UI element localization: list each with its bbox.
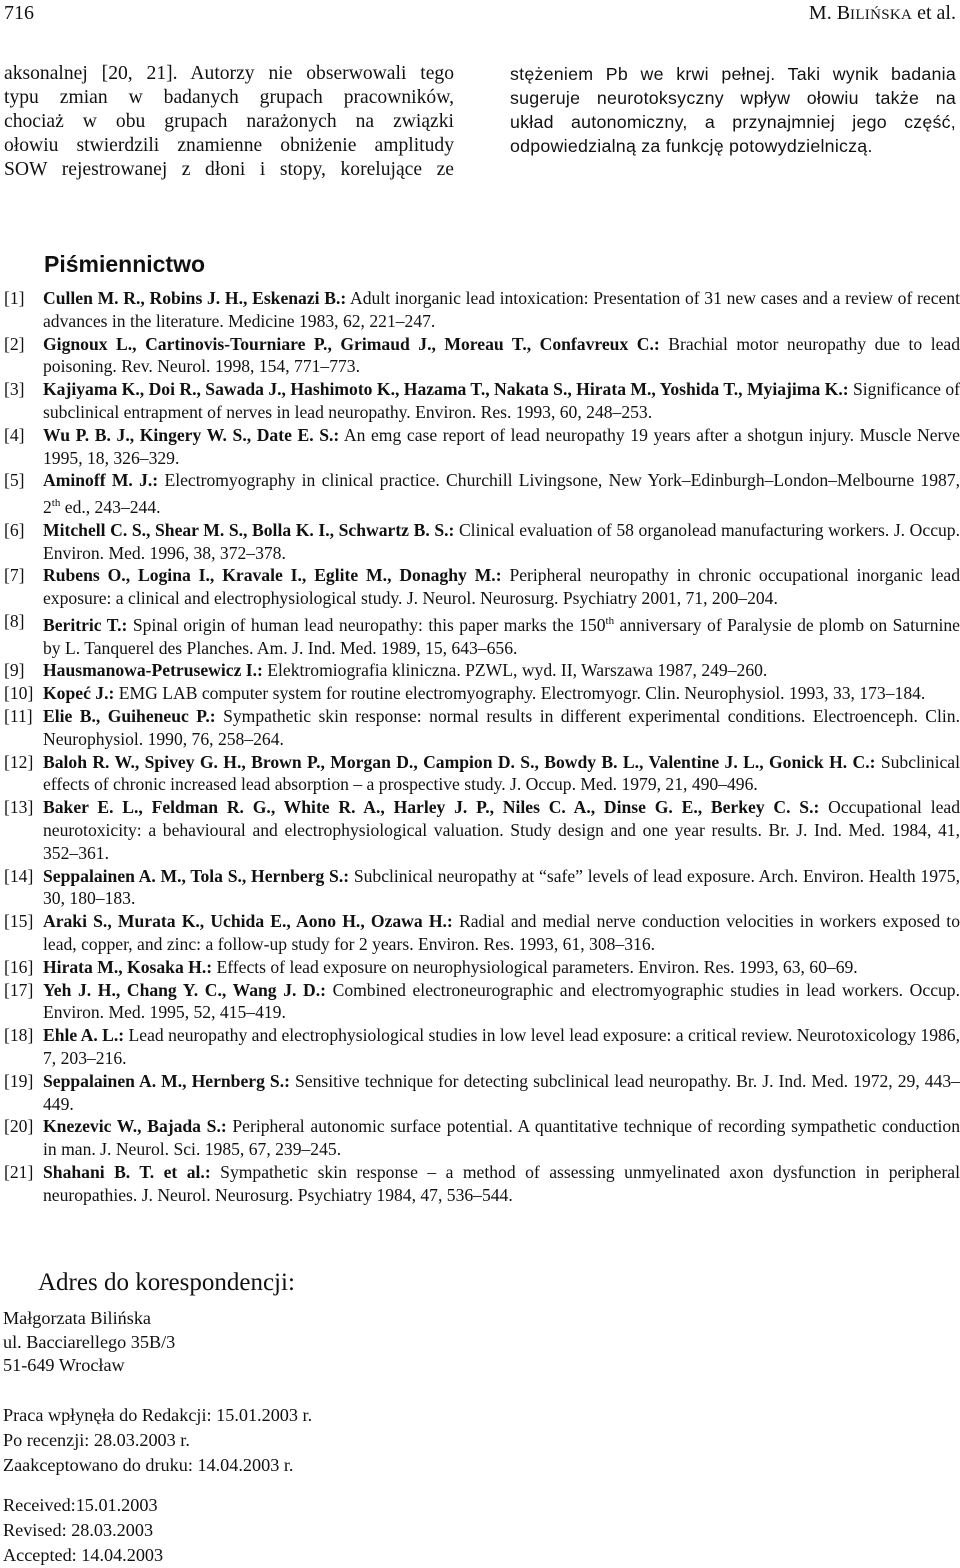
- reference-number: [2]: [4, 333, 25, 354]
- date-accepted-en: Accepted: 14.04.2003: [3, 1545, 164, 1565]
- reference-body: [43, 564, 960, 610]
- reference-authors: Elie B., Guiheneuc P.:: [43, 706, 216, 727]
- reference-item: [4, 682, 960, 705]
- reference-number: [21]: [4, 1162, 34, 1182]
- reference-citation: An emg case report of lead neuropathy 19 years after a shotgun injury. Muscle Nerve 1995, 18, 326–329.: [43, 424, 960, 468]
- reference-body: [43, 979, 960, 1025]
- reference-citation: Brachial motor neuropathy due to lead poisoning. Rev. Neurol. 1998, 154, 771–773.: [43, 333, 960, 377]
- reference-number: [5]: [4, 470, 25, 491]
- text-line: SOW rejestrowanej z dłoni i stopy, korelujące ze: [4, 159, 454, 180]
- reference-body: [43, 659, 960, 682]
- reference-body: [43, 469, 960, 518]
- reference-citation: Subclinical effects of chronic increased lead absorption – a prospective study. J. Occup. Med. 1979, 21, 490–496.: [43, 751, 960, 795]
- reference-citation: Lead neuropathy and electrophysiological studies in low level lead exposure: a critical review. Neurotoxicology 1986, 7, 203–216.: [43, 1025, 960, 1069]
- reference-number: [1]: [4, 288, 25, 308]
- reference-number: [13]: [4, 797, 34, 818]
- reference-body: [43, 682, 960, 705]
- reference-authors: Kopeć J.:: [43, 683, 115, 704]
- reference-authors: Baloh R. W., Spivey G. H., Brown P., Morgan D., Campion D. S., Bowdy B. L., Valentine J. L., Gonick H. C.:: [43, 751, 876, 772]
- reference-authors: Baker E. L., Feldman R. G., White R. A., Harley J. P., Niles C. A., Dinse G. E., Berkey C. S.:: [43, 797, 820, 818]
- reference-body: [43, 1115, 960, 1161]
- text-line: sugeruje neurotoksyczny wpływ ołowiu także na: [510, 88, 956, 108]
- reference-body: [43, 1024, 960, 1070]
- text-line: odpowiedzialną za funkcję potowydzielniczą.: [510, 136, 873, 156]
- reference-citation: Significance of subclinical entrapment of nerves in lead neuropathy. Environ. Res. 1993, 60, 248–253.: [43, 379, 960, 422]
- reference-citation: Spinal origin of human lead neuropathy: this paper marks the 150: [127, 614, 606, 635]
- reference-number: [6]: [4, 519, 25, 540]
- reference-number: [16]: [4, 956, 34, 977]
- reference-body: [43, 1070, 960, 1116]
- running-authors: [809, 2, 956, 25]
- reference-authors: Ehle A. L.:: [43, 1025, 125, 1046]
- reference-authors: Shahani B. T. et al.:: [43, 1162, 211, 1182]
- reference-citation: Radial and medial nerve conduction velocities in workers exposed to lead, copper, and zinc: a follow-up study for 2 years. Environ. Res. 1993, 61, 308–316.: [43, 911, 960, 955]
- reference-number: [12]: [4, 751, 34, 772]
- reference-authors: Araki S., Murata K., Uchida E., Aono H., Ozawa H.:: [43, 911, 453, 932]
- reference-item: [4, 1115, 960, 1161]
- reference-authors: Knezevic W., Bajada S.:: [43, 1116, 227, 1137]
- date-received-en: Received:15.01.2003: [3, 1495, 158, 1515]
- reference-number: [4]: [4, 424, 25, 445]
- reference-citation: Occupational lead neurotoxicity: a behavioural and electrophysiological valuation. Study design and one year results. Br. J. Ind. Med. 1984, 41, 352–361.: [43, 797, 960, 863]
- text-line: chociaż w obu grupach narażonych na związki: [4, 111, 454, 132]
- reference-number: [10]: [4, 683, 34, 704]
- date-revised-pl: Po recenzji: 28.03.2003 r.: [3, 1430, 190, 1450]
- reference-authors: Seppalainen A. M., Tola S., Hernberg S.:: [43, 865, 350, 886]
- reference-citation: Subclinical neuropathy at “safe” levels of lead exposure. Arch. Environ. Health 1975, 30, 180–183.: [43, 865, 960, 909]
- address-city: 51-649 Wrocław: [3, 1355, 125, 1375]
- reference-citation: Clinical evaluation of 58 organolead manufacturing workers. J. Occup. Environ. Med. 1996, 38, 372–378.: [43, 519, 960, 563]
- reference-item: [4, 378, 960, 424]
- reference-item: [4, 424, 960, 470]
- reference-authors: Aminoff M. J.:: [43, 470, 159, 491]
- reference-number: [14]: [4, 865, 34, 886]
- reference-citation: Combined electroneurographic and electromyographic studies in lead workers. Occup. Environ. Med. 1995, 52, 415–419.: [43, 979, 960, 1023]
- reference-item: [4, 1161, 960, 1207]
- reference-item: [4, 751, 960, 797]
- reference-body: [43, 796, 960, 864]
- reference-item: [4, 956, 960, 979]
- reference-body: [43, 865, 960, 911]
- reference-number: [15]: [4, 911, 34, 932]
- reference-item: [4, 796, 960, 864]
- reference-citation: Electromyography in clinical practice. Churchill Livingsone, New York–Edinburgh–London–Melbourne 1987, 2: [43, 470, 960, 518]
- reference-body: [43, 519, 960, 565]
- page-number: 716: [4, 2, 34, 24]
- reference-number: [19]: [4, 1070, 34, 1091]
- author-etal: et al.: [912, 2, 956, 24]
- reference-authors: Cullen M. R., Robins J. H., Eskenazi B.:: [43, 288, 347, 308]
- date-accepted-pl: Zaakceptowano do druku: 14.04.2003 r.: [3, 1455, 294, 1475]
- reference-authors: Mitchell C. S., Shear M. S., Bolla K. I., Schwartz B. S.:: [43, 519, 455, 540]
- reference-number: [9]: [4, 660, 25, 681]
- reference-item: [4, 705, 960, 751]
- reference-citation: Elektromiografia kliniczna. PZWL, wyd. II, Warszawa 1987, 249–260.: [262, 660, 768, 681]
- address-street: ul. Bacciarellego 35B/3: [3, 1331, 176, 1352]
- reference-citation-continued: ed., 243–244.: [60, 497, 161, 518]
- reference-body: [43, 424, 960, 470]
- correspondence-heading: Adres do korespondencji:: [38, 1269, 295, 1296]
- reference-body: [43, 705, 960, 751]
- reference-body: [43, 910, 960, 956]
- text-line: typu zmian w badanych grupach pracowników,: [4, 87, 454, 108]
- reference-number: [17]: [4, 979, 34, 1000]
- references-heading: Piśmiennictwo: [44, 251, 206, 277]
- reference-item: [4, 333, 960, 379]
- reference-item: [4, 564, 960, 610]
- text-line: układ autonomiczny, a przynajmniej jego część,: [510, 112, 956, 132]
- reference-body: [43, 956, 960, 979]
- reference-number: [11]: [4, 706, 33, 727]
- reference-number: [20]: [4, 1116, 34, 1137]
- reference-number: [18]: [4, 1025, 34, 1046]
- reference-superscript: th: [605, 615, 615, 628]
- reference-authors: Hausmanowa-Petrusewicz I.:: [43, 660, 263, 681]
- reference-citation-continued: anniversary of Paralysie de plomb on Saturnine by L. Tanquerel des Planches. Am. J. Ind. Med. 1989, 15, 643–656.: [43, 614, 960, 658]
- reference-authors: Kajiyama K., Doi R., Sawada J., Hashimoto K., Hazama T., Nakata S., Hirata M., Yoshida T., Myiajima K.:: [43, 379, 849, 400]
- submission-dates-english: [3, 1493, 163, 1568]
- reference-authors: Rubens O., Logina I., Kravale I., Eglite M., Donaghy M.:: [43, 565, 502, 586]
- reference-item: [4, 469, 960, 518]
- text-line: ołowiu stwierdzili znamienne obniżenie amplitudy: [4, 135, 454, 156]
- reference-number: [8]: [4, 611, 25, 632]
- reference-number: [3]: [4, 379, 25, 400]
- reference-item: [4, 1024, 960, 1070]
- body-text-left-column: [4, 62, 454, 182]
- body-text-right-column: [510, 62, 956, 158]
- author-initial: M. B: [808, 2, 851, 24]
- reference-body: [43, 751, 960, 797]
- reference-citation: Sympathetic skin response – a method of assessing unmyelinated axon dysfunction in peripheral neuropathies. J. Neurol. Neurosurg. Psychiatry 1984, 47, 536–544.: [43, 1162, 960, 1205]
- correspondent-name: Małgorzata Bilińska: [3, 1308, 151, 1328]
- reference-citation: Sensitive technique for detecting subclinical lead neuropathy. Br. J. Ind. Med. 1972, 29, 443–449.: [43, 1070, 960, 1114]
- reference-citation: Peripheral autonomic surface potential. A quantitative technique of recording sympathetic conduction in man. J. Neurol. Sci. 1985, 67, 239–245.: [43, 1116, 960, 1160]
- reference-item: [4, 659, 960, 682]
- reference-item: [4, 865, 960, 911]
- text-line: stężeniem Pb we krwi pełnej. Taki wynik badania: [510, 64, 956, 84]
- reference-superscript: th: [51, 497, 61, 510]
- date-revised-en: Revised: 28.03.2003: [3, 1520, 154, 1540]
- references-list: [4, 287, 960, 1207]
- reference-item: [4, 1070, 960, 1116]
- reference-authors: Yeh J. H., Chang Y. C., Wang J. D.:: [43, 979, 326, 1000]
- reference-number: [7]: [4, 565, 25, 586]
- author-surname-smallcaps: ILIŃSKA: [850, 7, 913, 23]
- reference-authors: Gignoux L., Cartinovis-Tourniare P., Grimaud J., Moreau T., Confavreux C.:: [43, 333, 660, 354]
- reference-item: [4, 519, 960, 565]
- reference-citation: EMG LAB computer system for routine electromyography. Electromyogr. Clin. Neurophysiol. 1993, 33, 173–184.: [114, 683, 926, 704]
- submission-dates-polish: [3, 1403, 312, 1478]
- reference-citation: Peripheral neuropathy in chronic occupational inorganic lead exposure: a clinical and electrophysiological study. J. Neurol. Neurosurg. Psychiatry 2001, 71, 200–204.: [43, 565, 960, 609]
- running-header: [0, 2, 960, 32]
- date-received-pl: Praca wpłynęła do Redakcji: 15.01.2003 r.: [3, 1405, 313, 1425]
- reference-body: [43, 378, 960, 424]
- reference-body: [43, 610, 960, 659]
- reference-authors: Wu P. B. J., Kingery W. S., Date E. S.:: [43, 424, 340, 445]
- text-line: aksonalnej [20, 21]. Autorzy nie obserwowali tego: [4, 63, 454, 84]
- reference-body: [43, 333, 960, 379]
- correspondence-address: [3, 1307, 175, 1378]
- reference-body: [43, 287, 960, 333]
- reference-citation: Adult inorganic lead intoxication: Presentation of 31 new cases and a review of recent advances in the literature. Medicine 1983, 62, 221–247.: [43, 288, 960, 331]
- reference-item: [4, 910, 960, 956]
- reference-citation: Effects of lead exposure on neurophysiological parameters. Environ. Res. 1993, 63, 60–69.: [212, 956, 858, 977]
- reference-authors: Beritric T.:: [43, 614, 128, 635]
- reference-item: [4, 610, 960, 659]
- reference-body: [43, 1161, 960, 1207]
- reference-item: [4, 979, 960, 1025]
- reference-authors: Seppalainen A. M., Hernberg S.:: [43, 1070, 290, 1091]
- reference-item: [4, 287, 960, 333]
- reference-citation: Sympathetic skin response: normal results in different experimental conditions. Electroenceph. Clin. Neurophysiol. 1990, 76, 258–264.: [43, 706, 960, 749]
- reference-authors: Hirata M., Kosaka H.:: [43, 956, 213, 977]
